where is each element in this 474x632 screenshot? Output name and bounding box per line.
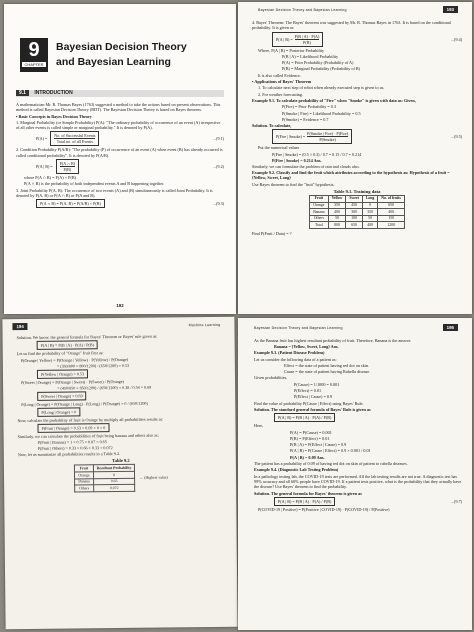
table-cell: 0.072 <box>93 485 135 492</box>
eq-boxed: P(A | B) = P(B | A) · P(A) / P(B) <box>37 341 98 351</box>
chapter-label: CHAPTER <box>22 62 46 67</box>
eq-boxed: P(Sweet | Orange) = 0.69 <box>37 391 87 401</box>
equation-bayes-rule <box>254 413 462 422</box>
page-body <box>254 338 462 513</box>
page-192 <box>4 4 236 314</box>
table-cell: 400 <box>378 209 405 216</box>
chapter-title <box>56 40 187 70</box>
here-2: P(B) = P(Effect) = 0.01 <box>290 435 330 441</box>
section-title: INTRODUCTION <box>34 90 73 96</box>
given-2: P(Smoke | Fire) = Likelihood Probability = 0.5 <box>282 110 361 116</box>
column-header: Fruit <box>75 465 93 472</box>
chapter-title-line-2: and Bayesian Learning <box>56 56 171 68</box>
cause-definition: Cause = the state of patient having Rubella disease. <box>284 369 371 375</box>
similarly-note: Similarly, we can formulate the problem of rain and clouds also. <box>252 163 360 169</box>
eq-lhs: P(Fire | Smoke) = <box>276 134 306 140</box>
eq-fraction <box>307 131 348 142</box>
eq-boxed: P(A | B) = P(B | A) · P(A) / P(B) <box>274 413 335 422</box>
solution-label-2: Solution. The general formula for Bayes' theorem is given as <box>254 490 362 496</box>
eq-fraction <box>295 34 320 45</box>
section-heading <box>16 90 224 97</box>
summary-note: Now, let us summarize all probabilities results in a Table 9.2. <box>17 451 121 458</box>
table-cell: Orange <box>310 202 328 209</box>
effect-definition: Effect = the state of patient having red dot on skin. <box>284 362 369 368</box>
table-cell: 50 <box>328 215 346 222</box>
where-posterior: Where, P(A | B) = Posterior Probability <box>258 47 325 53</box>
table-cell: Others <box>75 485 93 492</box>
bullet-basic-concepts: ▪ Basic Concepts in Bayes Decision Theory <box>16 113 92 119</box>
patient-conclusion: The patient has a probability of 0.09 of having red dot on skin of patient to rubella diseases. <box>254 461 408 467</box>
here-1: P(A) = P(Cause) = 0.001 <box>290 429 332 435</box>
table-row <box>310 222 405 229</box>
find-line: Find the value of probability P(Cause | Effect) using Bayes' Rule. <box>254 400 364 406</box>
column-header: Sweet <box>346 195 363 202</box>
eq-numerator: P(B | A) · P(A) <box>294 33 320 39</box>
equation-9-7 <box>254 497 462 506</box>
equation-9-3 <box>16 199 224 208</box>
eq-denominator: P(Smoke) <box>319 137 336 143</box>
resultant-probability-table <box>74 464 136 492</box>
eq-numerator: P(Smoke | Fire) · P(Fire) <box>307 131 349 137</box>
eq-denominator: P(B) <box>63 167 72 173</box>
solution-intro: Solution. We know, the general formula for Bayes' Theorem or Bayes' rule given as: <box>16 333 158 341</box>
equation-9-5 <box>252 129 462 144</box>
eq-fraction <box>50 131 99 146</box>
page-number: 194 <box>12 323 27 330</box>
given-1: P(Fire) = Prior Probability = 0.3 <box>282 104 337 110</box>
banana-conclusion: As the Banana fruit has highest resultant probability of fruit. Therefore, Banana is the answer. <box>254 338 412 343</box>
table-cell: 1200 <box>378 222 405 229</box>
multiply-note: Now, calculate the probability of fruit is Orange by multiply all probabilities results as: <box>17 416 164 423</box>
where-line-2: P(A ∩ B) is the probability of both independent events A and B happening together. <box>24 181 165 187</box>
running-header: Bayesian Decision Theory and Bayesian Learning <box>254 326 343 330</box>
table-cell: Banana <box>310 209 328 216</box>
item-conditional-probability: 2. Condition Probability P(A/B): "The probability (P) of occurrence of an event (A) when event (B) has already occurred is called conditional probability". It is denoted by P(A/B). <box>16 147 223 158</box>
equation-sweet-orange: P(Sweet | Orange) = P(Orange | Sweet) · P(Sweet) / P(Orange) <box>21 378 124 385</box>
page-body <box>17 333 225 493</box>
find-line: Find P(Fruit / Data) = ? <box>252 230 292 236</box>
running-header: Bayesian Decision Theory and Bayesian Learning <box>258 8 347 12</box>
intro-paragraph: A mathematician Mr. R. Thomas Bayes (1763) suggested a method to take the actions based on present observations. This method is called Bayesian Decision Theory (BDT). The Bayesian Decision Theory is based on Bayes theorem. <box>16 102 221 113</box>
equation-9-2 <box>16 159 224 174</box>
application-2: 2. For weather forecasting. <box>258 91 303 97</box>
highest-value-note: ← (Highest value) <box>139 475 168 480</box>
table-cell: Banana <box>75 478 93 485</box>
table-cell: 50 <box>362 215 377 222</box>
eq-boxed <box>272 129 352 144</box>
column-header: No. of fruits <box>378 195 405 202</box>
result-fruit-banana: P(Fruit | Banana) = 1 × 0.75 × 0.87 = 0.65 <box>37 439 107 446</box>
given-effect: P(Effect) = 0.01 <box>294 388 322 394</box>
eq-numerator: P(A ∩ B) <box>59 161 76 167</box>
given-effect-cause: P(Effect | Cause) = 0.9 <box>294 394 333 400</box>
equation-covid: P(COVID-19 | Positive) = P(Positive | COVID-19) · P(COVID-19) / P(Positive) <box>258 506 390 512</box>
table-cell: 300 <box>346 209 363 216</box>
table-header-row <box>310 195 405 202</box>
page-193 <box>238 2 472 314</box>
given-label: Given probabilities, <box>254 375 288 381</box>
eq-boxed: P(Long | Orange) = 0 <box>37 407 80 416</box>
example-9-2-instruction: Use Bayes theorem to find the "fruit" hypothesis. <box>252 181 335 187</box>
table-cell: 800 <box>328 222 346 229</box>
table-cell: 0.65 <box>93 478 135 485</box>
here-4: P(A | B) = P(Cause | Effect) = 0.9 × 0.001 / 0.01 <box>290 448 371 454</box>
eq-boxed: P(A | B) = P(B | A) · P(A) / P(B) <box>274 497 335 506</box>
training-data-table <box>309 195 405 229</box>
eq-lhs: P(A) = <box>36 136 48 142</box>
item-joint-probability: 3. Joint Probability P(A, B): The occurrence of two events (A) and (B) simultaneously is called Joint Probability. It is denoted by P(A, B) or P(A ∩ B) or P(A and B). <box>16 187 213 198</box>
eq-denominator: Total no. of all Events <box>56 139 93 145</box>
item-marginal-probability: 1. Marginal Probability (or Simple Probability) P(A): "The ordinary probability of occurrence of an event (A) irrespective of all other events is called simple or marginal probability." It is denoted by P(A). <box>16 119 221 131</box>
eq-lhs: P(A | B) = <box>276 36 293 42</box>
application-1: 1. To calculate next step of robot when already executed step is given to us. <box>258 85 385 91</box>
equation-yellow-orange: P(Orange | Yellow) = P(Orange | Yellow) · P(Yellow) / P(Orange) <box>20 356 129 363</box>
example-9-3: Example 9.3. (Patient Disease Problem) <box>254 350 325 356</box>
table-cell: Others <box>310 215 328 222</box>
eq-boxed <box>272 32 323 47</box>
example-9-2: Example 9.2. Classify and find the fruit which attributes according to the hypothesis as: Hypothesis of a fruit = {Yellow, Sweet, Long} <box>252 170 450 181</box>
page-number: 195 <box>443 324 458 331</box>
table-cell: 0 <box>93 471 135 478</box>
eq-boxed: P(A ∩ B) = P(A, B) = P(A/B) × P(B) <box>36 199 105 208</box>
equation-yellow-orange-calc: = (350/800 × 800/1200) / (650/1200) = 0.53 <box>56 362 130 369</box>
orange-intro: Let us find the probability of "Orange" fruit first as: <box>16 350 104 357</box>
table-cell: Total <box>310 222 328 229</box>
solution-label: Solution. To calculate, <box>252 123 292 129</box>
solution-label: Solution. The standard general formula of Bayes' Rule is given as <box>254 406 371 412</box>
column-header: Yellow <box>328 195 346 202</box>
table-cell: 350 <box>328 202 346 209</box>
page-body <box>16 102 224 209</box>
running-header: Machine Learning <box>188 322 221 328</box>
table-9-1-title: Table 9.1. Training data <box>333 188 381 194</box>
example-9-4: Example 9.4. (Diagnostic Lab Testing Problem) <box>254 467 339 473</box>
similarly-note: Similarly, we can calculate the probabilities of fruit being banana and others also as: <box>17 432 159 439</box>
column-header: Resultant Probability <box>93 465 135 472</box>
table-cell: 650 <box>378 202 405 209</box>
bullet-text: Applications of Bayes' Theorem <box>254 79 312 85</box>
where-prior: P(A) = Prior Probability (Probability of A) <box>282 60 354 66</box>
table-cell: 400 <box>328 209 346 216</box>
eq-lhs: P(A | B) = <box>36 164 53 170</box>
eq-numerator: No. of Successful Events <box>54 133 96 139</box>
equation-sweet-orange-calc: = (450/850 × 850/1200) / (650/1200) = 0.38 / 0.54 = 0.69 <box>57 384 152 391</box>
example-9-3-intro: Let us consider the following data of a patient as: <box>254 356 337 362</box>
answer-fire-smoke: P(Fire | Smoke) = 0.214 Ans. <box>272 157 322 163</box>
chapter-title-line-1: Bayesian Decision Theory <box>56 41 187 53</box>
result-fruit-others: P(Fruit | Others) = 0.33 × 0.66 × 0.33 = 0.072 <box>37 445 113 452</box>
equation-9-1 <box>16 131 224 146</box>
put-values: Put the numerical values <box>258 145 300 151</box>
banana-answer: Banana = {Yellow, Sweet, Long} Ans. <box>274 344 339 350</box>
page-number: 192 <box>116 303 124 308</box>
eq-fraction <box>56 159 79 174</box>
table-row <box>75 485 135 492</box>
where-evidence: It is also called Evidence. <box>258 72 301 78</box>
here-label: Here, <box>254 423 264 429</box>
where-marginal: P(B) = Marginal Probability (Probability of B) <box>282 66 361 72</box>
eq-number: ...(9.4) <box>451 36 462 42</box>
equation-long-orange: P(Long | Orange) = P(Orange | Long) · P(Long) / P(Orange) = 0 / (650/1200) <box>21 400 148 407</box>
page-194 <box>2 317 237 629</box>
table-cell: Orange <box>75 472 93 479</box>
page-195 <box>238 318 472 630</box>
table-cell: 350 <box>362 209 377 216</box>
eq-number: ...(9.5) <box>451 134 462 140</box>
eq-boxed: P(Fruit | Orange) = 0.53 × 0.69 × 0 = 0 <box>37 423 109 433</box>
item-bayes-theorem: 4. Bayes' Theorem: The Bayes' theorem was suggested by Mr. R. Thomas Bayes in 1763. It is based on the conditional probability. It is given as <box>252 20 451 31</box>
table-cell: 100 <box>346 215 363 222</box>
bullet-applications: ▪ Applications of Bayes' Theorem <box>252 79 312 85</box>
section-number: 9.1 <box>16 90 29 96</box>
here-3: P(B | A) = P(Effect | Cause) = 0.9 <box>290 442 347 448</box>
eq-denominator: P(B) <box>303 39 311 45</box>
given-cause: P(Cause) = 1/1000 = 0.001 <box>294 381 340 387</box>
table-9-2-wrap <box>18 463 224 493</box>
table-cell: 400 <box>362 222 377 229</box>
eq-number: ...(9.7) <box>451 498 462 504</box>
chapter-badge <box>20 38 48 72</box>
bullet-text: Basic Concepts in Bayes Decision Theory <box>18 113 92 119</box>
page-body <box>252 20 462 237</box>
column-header: Long <box>362 195 377 202</box>
where-line: where P(A ∩ B) = P(A) × P(B) <box>24 175 77 181</box>
here-answer: P(A | B) = 0.09 Ans. <box>290 454 325 460</box>
page-number: 193 <box>443 6 458 13</box>
example-9-4-text: In a pathology testing lab, the COVID-19 tests are performed. All the lab testing results are not true. A diagnostic test has 99% accuracy and all 60% people have COVID-19. If a patient tests positive, what is the probability that they actually have the disease? Use Bayes' theorem to find the probability. <box>254 473 462 490</box>
eq-number: ...(9.2) <box>213 164 224 170</box>
table-cell: 150 <box>378 215 405 222</box>
table-row <box>310 209 405 216</box>
table-row <box>310 202 405 209</box>
given-3: P(Smoke) = Evidence = 0.7 <box>282 116 329 122</box>
table-cell: 0 <box>362 202 377 209</box>
column-header: Fruit <box>310 195 328 202</box>
equation-fire-smoke: P(Fire | Smoke) = (0.5 × 0.3) / 0.7 = 0.15 / 0.7 = 0.214 <box>272 151 362 157</box>
table-9-2-title: Table 9.2 <box>111 458 130 464</box>
chapter-number: 9 <box>28 39 40 61</box>
table-row <box>310 215 405 222</box>
eq-number: ...(9.1) <box>213 136 224 142</box>
equation-9-4 <box>252 32 462 47</box>
table-cell: 450 <box>346 202 363 209</box>
eq-number: ...(9.3) <box>213 201 224 207</box>
example-9-1: Example 9.1. To calculate probability of "Fire" when "Smoke" is given with data as: Given, <box>252 97 416 103</box>
table-cell: 650 <box>346 222 363 229</box>
where-likelihood: P(B | A) = Likelihood Probability <box>282 53 339 59</box>
eq-boxed: P(Yellow | Orange) = 0.53 <box>37 369 88 379</box>
